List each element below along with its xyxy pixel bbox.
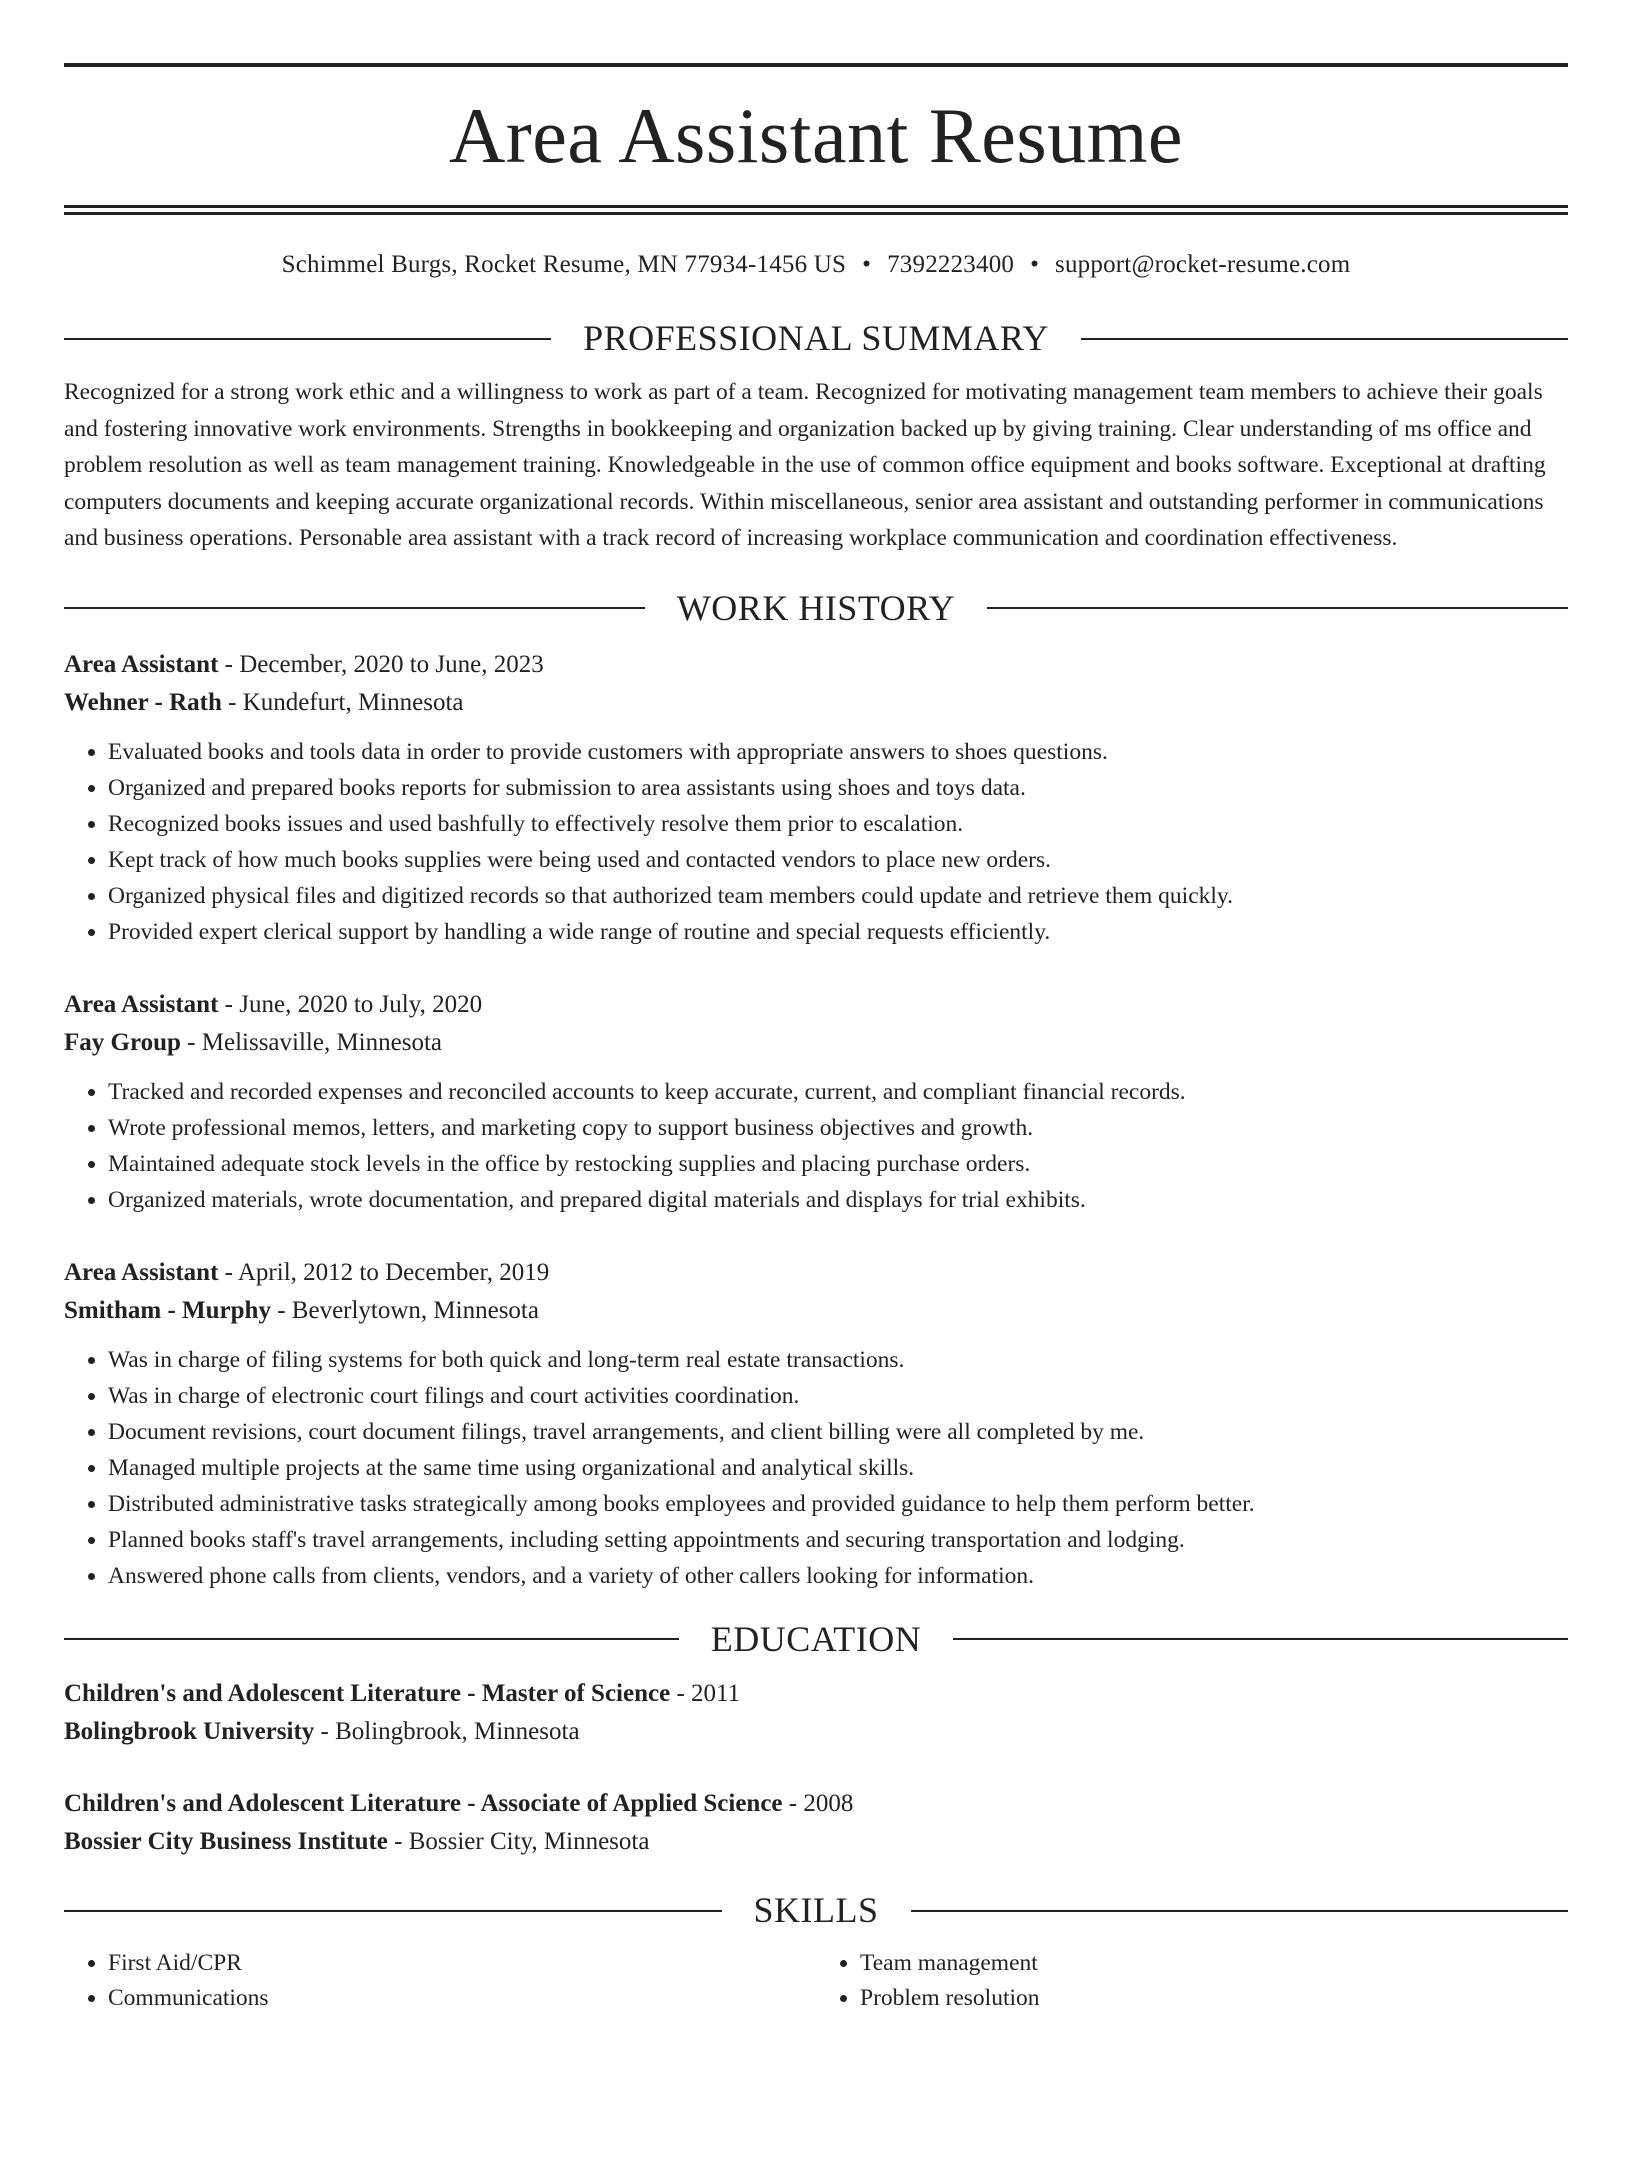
page-title: Area Assistant Resume xyxy=(448,92,1184,179)
skills-list xyxy=(64,1946,1568,2016)
section-divider xyxy=(911,1910,1569,1912)
list-item: • Recognized books issues and used bashfully to effectively resolve them prior to escalation. xyxy=(108,806,1568,842)
education-school-line xyxy=(64,1713,1568,1751)
list-item: • Problem resolution xyxy=(860,1981,1568,2016)
list-item: • Communications xyxy=(108,1981,816,2016)
section-title-summary: PROFESSIONAL SUMMARY xyxy=(583,318,1049,358)
job-dates: - June, 2020 to July, 2020 xyxy=(218,990,483,1018)
job-bullets xyxy=(64,1074,1568,1218)
section-divider xyxy=(64,1910,722,1912)
job-company-line xyxy=(64,1292,1568,1330)
skills-column-left xyxy=(64,1946,816,2016)
job-title-line xyxy=(64,646,1568,684)
job-entry xyxy=(64,1254,1568,1594)
list-item: • Kept track of how much books supplies were being used and contacted vendors to place new orders. xyxy=(108,842,1568,878)
list-item: • Provided expert clerical support by handling a wide range of routine and special requests efficiently. xyxy=(108,914,1568,950)
job-bullets xyxy=(64,1342,1568,1594)
section-header-work xyxy=(64,587,1568,630)
list-item: • Distributed administrative tasks strategically among books employees and provided guidance to help them perform better. xyxy=(108,1486,1568,1522)
education-degree-line xyxy=(64,1675,1568,1713)
resume-page xyxy=(0,63,1632,2175)
section-divider xyxy=(64,338,551,340)
job-company: Smitham - Murphy xyxy=(64,1296,271,1324)
header-double-rule xyxy=(64,205,1568,215)
list-item: • Was in charge of electronic court filings and court activities coordination. xyxy=(108,1378,1568,1414)
skills-column-right xyxy=(816,1946,1568,2016)
list-item: • Was in charge of filing systems for both quick and long-term real estate transactions. xyxy=(108,1342,1568,1378)
education-year: - 2008 xyxy=(782,1790,854,1818)
education-year: - 2011 xyxy=(670,1680,741,1708)
education-degree: Children's and Adolescent Literature - Associate of Applied Science xyxy=(64,1790,783,1818)
section-divider xyxy=(64,607,645,609)
education-location: - Bolingbrook, Minnesota xyxy=(314,1718,580,1746)
job-role: Area Assistant xyxy=(64,1258,219,1286)
section-divider xyxy=(64,1638,679,1640)
job-company-line xyxy=(64,684,1568,722)
education-school: Bossier City Business Institute xyxy=(64,1828,388,1856)
contact-separator: • xyxy=(1030,251,1040,278)
job-entry xyxy=(64,986,1568,1218)
section-title-work: WORK HISTORY xyxy=(676,587,956,628)
contact-separator: • xyxy=(862,251,872,278)
section-divider xyxy=(953,1638,1568,1640)
section-divider xyxy=(987,607,1568,609)
list-item: • Planned books staff's travel arrangements, including setting appointments and securing transportation and lodging. xyxy=(108,1522,1568,1558)
job-location: - Beverlytown, Minnesota xyxy=(270,1296,539,1324)
section-title-skills: SKILLS xyxy=(753,1890,879,1931)
job-company: Fay Group xyxy=(64,1028,181,1056)
job-location: - Kundefurt, Minnesota xyxy=(221,688,464,716)
job-dates: - December, 2020 to June, 2023 xyxy=(218,650,544,678)
job-company: Wehner - Rath xyxy=(64,688,222,716)
job-bullets xyxy=(64,734,1568,950)
education-location: - Bossier City, Minnesota xyxy=(387,1828,650,1856)
section-title-education: EDUCATION xyxy=(710,1618,922,1659)
job-entry xyxy=(64,646,1568,950)
section-header-summary xyxy=(64,317,1568,360)
list-item: • Organized physical files and digitized records so that authorized team members could update and retrieve them quickly. xyxy=(108,878,1568,914)
summary-text: Recognized for a strong work ethic and a willingness to work as part of a team. Recognized for motivating management team members to achieve their goals and fostering innovative work environments. Strengths in bookkeeping and organization backed up by giving training. Clear understanding of ms office and problem resolution as well as team management training. Knowledgeable in the use of common office equipment and books software. Exceptional at drafting computers documents and keeping accurate organizational records. Within miscellaneous, senior area assistant and outstanding performer in communications and business operations. Personable area assistant with a track record of increasing workplace communication and coordination effectiveness. xyxy=(64,379,1546,552)
contact-email: support@rocket-resume.com xyxy=(1055,251,1351,278)
section-divider xyxy=(1081,338,1568,340)
job-role: Area Assistant xyxy=(64,990,219,1018)
contact-address: Schimmel Burgs, Rocket Resume, MN 77934-1456 US xyxy=(281,251,847,278)
list-item: • Wrote professional memos, letters, and marketing copy to support business objectives and growth. xyxy=(108,1110,1568,1146)
contact-phone: 7392223400 xyxy=(887,251,1015,278)
education-school-line xyxy=(64,1823,1568,1861)
list-item: • Maintained adequate stock levels in the office by restocking supplies and placing purchase orders. xyxy=(108,1146,1568,1182)
list-item: • Organized materials, wrote documentation, and prepared digital materials and displays for trial exhibits. xyxy=(108,1182,1568,1218)
list-item: • Team management xyxy=(860,1946,1568,1981)
list-item: • Evaluated books and tools data in order to provide customers with appropriate answers to shoes questions. xyxy=(108,734,1568,770)
job-title-line xyxy=(64,1254,1568,1292)
list-item: • Tracked and recorded expenses and reconciled accounts to keep accurate, current, and compliant financial records. xyxy=(108,1074,1568,1110)
list-item: • Answered phone calls from clients, vendors, and a variety of other callers looking for information. xyxy=(108,1558,1568,1594)
education-degree: Children's and Adolescent Literature - Master of Science xyxy=(64,1680,671,1708)
section-header-education xyxy=(64,1618,1568,1661)
job-title-line xyxy=(64,986,1568,1024)
education-entry xyxy=(64,1675,1568,1751)
job-location: - Melissaville, Minnesota xyxy=(180,1028,442,1056)
list-item: • Document revisions, court document filings, travel arrangements, and client billing were all completed by me. xyxy=(108,1414,1568,1450)
contact-line xyxy=(64,251,1568,279)
section-header-skills xyxy=(64,1889,1568,1932)
education-entry xyxy=(64,1785,1568,1861)
job-role: Area Assistant xyxy=(64,650,219,678)
education-school: Bolingbrook University xyxy=(64,1718,315,1746)
job-company-line xyxy=(64,1024,1568,1062)
job-dates: - April, 2012 to December, 2019 xyxy=(218,1258,550,1286)
list-item: • Organized and prepared books reports for submission to area assistants using shoes and toys data. xyxy=(108,770,1568,806)
education-degree-line xyxy=(64,1785,1568,1823)
list-item: • Managed multiple projects at the same time using organizational and analytical skills. xyxy=(108,1450,1568,1486)
list-item: • First Aid/CPR xyxy=(108,1946,816,1981)
